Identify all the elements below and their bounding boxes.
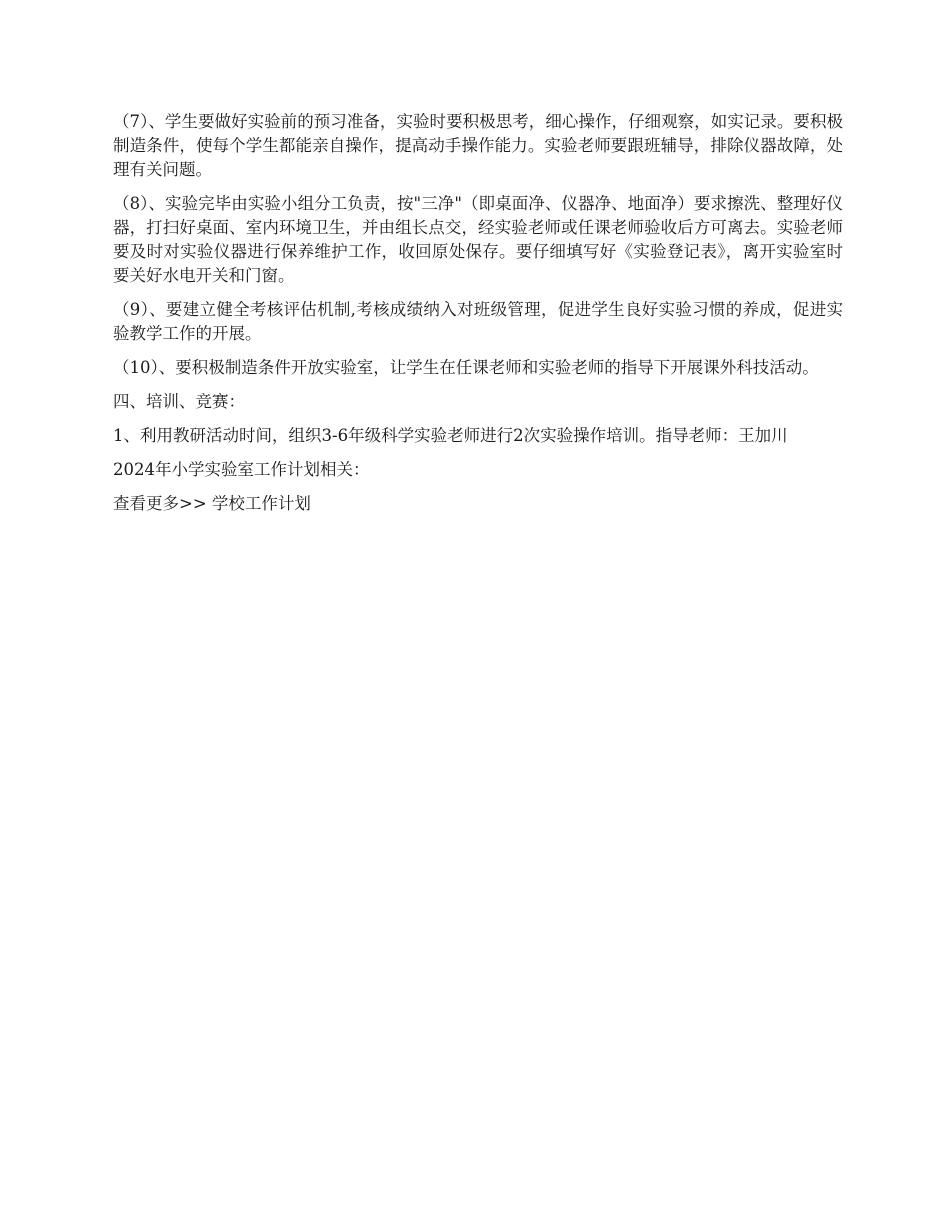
paragraph-item-9: （9）、要建立健全考核评估机制,考核成绩纳入对班级管理，促进学生良好实验习惯的养成，促进实验教学工作的开展。: [113, 300, 843, 343]
view-more-link[interactable]: 查看更多>> 学校工作计划: [113, 494, 311, 513]
section-heading-training: 四、培训、竞赛：: [113, 392, 245, 411]
paragraph-item-10: （10）、要积极制造条件开放实验室，让学生在任课老师和实验老师的指导下开展课外科技活动。: [113, 358, 819, 377]
paragraph-training-1: 1、利用教研活动时间，组织3-6年级科学实验老师进行2次实验操作培训。指导老师：王加川: [113, 426, 788, 445]
document-page: [113, 110, 843, 526]
paragraph-item-8: （8）、实验完毕由实验小组分工负责，按"三净"（即桌面净、仪器净、地面净）要求擦洗、整理好仪器，打扫好桌面、室内环境卫生，并由组长点交，经实验老师或任课老师验收后方可离去。实验老师要及时对实验仪器进行保养维护工作，收回原处保存。要仔细填写好《实验登记表》，离开实验室时要关好水电开关和门窗。: [113, 194, 843, 285]
paragraph-item-7: （7）、学生要做好实验前的预习准备，实验时要积极思考，细心操作，仔细观察，如实记录。要积极制造条件，使每个学生都能亲自操作，提高动手操作能力。实验老师要跟班辅导，排除仪器故障，处理有关问题。: [113, 112, 843, 179]
related-heading: 2024年小学实验室工作计划相关：: [113, 460, 370, 479]
